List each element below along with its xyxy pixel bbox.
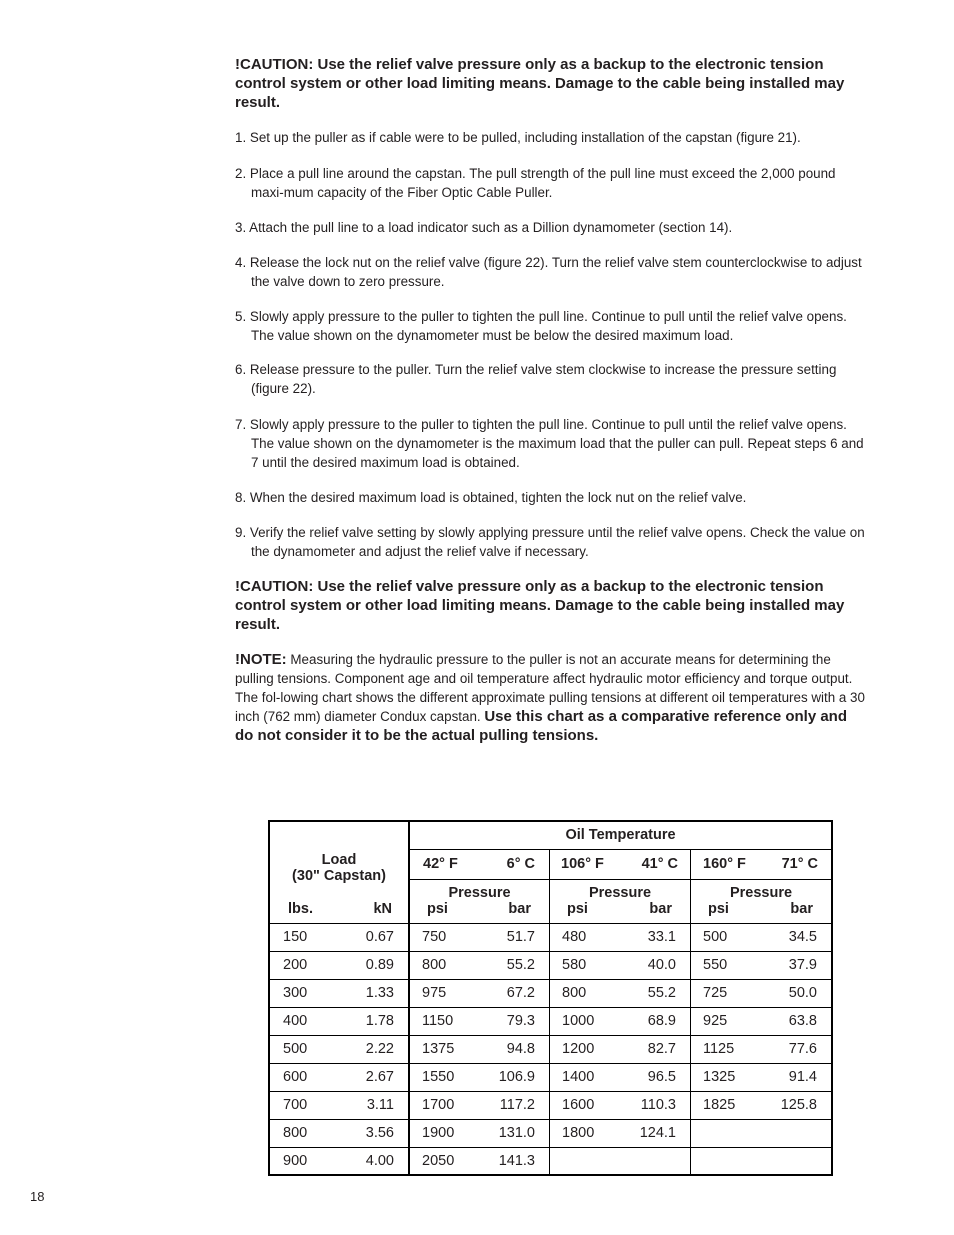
temp-3-f: 160° F [703, 856, 746, 872]
load-cell [269, 1119, 409, 1147]
temp-2-header [550, 849, 691, 879]
pressure-cell [691, 1091, 833, 1119]
psi-1-label: psi [427, 901, 448, 917]
pressure-cell [409, 1035, 550, 1063]
psi-value: 1700 [422, 1097, 455, 1113]
page-number: 18 [30, 1189, 45, 1204]
bar-value: 131.0 [498, 1125, 535, 1141]
bar-value: 63.8 [788, 1013, 817, 1029]
psi-value: 925 [703, 1013, 728, 1029]
pressure-cell [409, 1147, 550, 1175]
bar-value: 55.2 [506, 957, 535, 973]
pressure-cell [409, 1007, 550, 1035]
psi-value: 1325 [703, 1069, 736, 1085]
load-header: Load [321, 851, 357, 868]
temp-2-f: 106° F [561, 856, 604, 872]
psi-value: 800 [562, 985, 587, 1001]
lbs-value: 600 [283, 1069, 308, 1085]
bar-value: 110.3 [640, 1097, 676, 1113]
note-body: Measuring the hydraulic pressure to the puller is not an accurate means for determining the pulling tensions. Component age and oil temperature affect hydraulic motor efficiency and torque output. The fol-lowing chart shows the different approximate pulling tensions at different oil temperatures with a 30 inch (762 mm) diameter Condux capstan. [235, 652, 865, 724]
bar-value: 77.6 [788, 1041, 817, 1057]
step-5: 5. Slowly apply pressure to the puller to tighten the pull line. Continue to pull until the relief valve opens. The value shown on the dynamometer must be below the desired maximum load. [235, 309, 847, 343]
kn-value: 2.67 [365, 1069, 394, 1085]
bar-value: 51.7 [506, 929, 535, 945]
bar-value: 55.2 [647, 985, 676, 1001]
pressure-3-label: Pressure [729, 885, 793, 901]
table-row [269, 1147, 832, 1175]
temp-1-header [409, 849, 550, 879]
load-cell [269, 979, 409, 1007]
bar-value: 37.9 [788, 957, 817, 973]
table-row [269, 1035, 832, 1063]
step-3: 3. Attach the pull line to a load indicator such as a Dillion dynamometer (section 14). [235, 220, 733, 235]
note-emphasis: Use this chart as a comparative reference only and do not consider it to be the actual pulling tensions. [235, 708, 847, 744]
step-6: 6. Release pressure to the puller. Turn the relief valve stem clockwise to increase the pressure setting (figure 22). [235, 362, 837, 396]
kn-value: 1.33 [365, 985, 394, 1001]
pressure-cell [550, 1035, 691, 1063]
pressure-1-label: Pressure [448, 885, 511, 901]
pressure-cell [550, 1007, 691, 1035]
table-row [269, 979, 832, 1007]
pressure-cell [550, 1119, 691, 1147]
pressure-1-header [409, 879, 550, 923]
step-8: 8. When the desired maximum load is obtained, tighten the lock nut on the relief valve. [235, 490, 747, 505]
bar-value: 40.0 [647, 957, 676, 973]
kn-value: 0.89 [365, 957, 394, 973]
psi-value: 2050 [422, 1152, 455, 1169]
pressure-cell [691, 1035, 833, 1063]
step-1: 1. Set up the puller as if cable were to be pulled, including installation of the capstan (figure 21). [235, 130, 801, 145]
bar-value: 50.0 [788, 985, 817, 1001]
bar-value: 125.8 [780, 1097, 817, 1113]
kn-header: kN [373, 900, 392, 917]
temp-1-f: 42° F [423, 856, 458, 872]
bar-value: 106.9 [498, 1069, 535, 1085]
kn-value: 3.11 [366, 1097, 394, 1113]
temp-3-header [691, 849, 833, 879]
temp-1-c: 6° C [506, 856, 535, 872]
table-row [269, 1007, 832, 1035]
pressure-cell [691, 1119, 833, 1147]
bar-value: 67.2 [506, 985, 535, 1001]
kn-value: 4.00 [365, 1152, 394, 1169]
psi-value: 550 [703, 957, 728, 973]
pressure-cell [550, 951, 691, 979]
pressure-cell [691, 923, 833, 951]
pressure-cell [550, 1063, 691, 1091]
lbs-header: lbs. [288, 900, 313, 917]
pressure-cell [691, 1063, 833, 1091]
load-subheader: (30" Capstan) [292, 867, 386, 884]
pressure-3-header [691, 879, 833, 923]
bar-value: 141.3 [498, 1152, 535, 1169]
lbs-value: 300 [283, 985, 308, 1001]
oil-temperature-header: Oil Temperature [409, 821, 832, 849]
pressure-cell [409, 1091, 550, 1119]
pressure-cell [691, 1007, 833, 1035]
caution-bottom: !CAUTION: Use the relief valve pressure only as a backup to the electronic tension control system or other load limiting means. Damage to the cable being installed may result. [235, 578, 845, 633]
bar-3-label: bar [790, 901, 813, 917]
lbs-value: 400 [283, 1013, 308, 1029]
bar-1-label: bar [508, 901, 531, 917]
bar-value: 33.1 [647, 929, 676, 945]
table-row [269, 951, 832, 979]
psi-value: 1600 [562, 1097, 595, 1113]
psi-value: 725 [703, 985, 728, 1001]
psi-value: 1150 [422, 1013, 454, 1029]
pressure-cell [550, 923, 691, 951]
load-header-cell [269, 821, 409, 923]
step-9: 9. Verify the relief valve setting by slowly applying pressure until the relief valve opens. Check the value on the dynamometer and adjust the relief valve if necessary. [235, 525, 865, 559]
psi-value: 1200 [562, 1041, 595, 1057]
temp-3-c: 71° C [781, 856, 818, 872]
bar-value: 117.2 [499, 1097, 535, 1113]
pressure-cell [409, 1063, 550, 1091]
pressure-cell [691, 979, 833, 1007]
load-cell [269, 1147, 409, 1175]
bar-value: 96.5 [647, 1069, 676, 1085]
psi-value: 1825 [703, 1097, 736, 1113]
psi-3-label: psi [708, 901, 729, 917]
pressure-cell [550, 1091, 691, 1119]
psi-value: 1550 [422, 1069, 455, 1085]
lbs-value: 900 [283, 1152, 308, 1169]
kn-value: 0.67 [365, 929, 394, 945]
psi-value: 975 [422, 985, 447, 1001]
bar-value: 91.4 [788, 1069, 817, 1085]
pressure-cell [409, 951, 550, 979]
psi-value: 800 [422, 957, 447, 973]
load-cell [269, 1007, 409, 1035]
bar-value: 34.5 [788, 929, 817, 945]
table-row [269, 1063, 832, 1091]
step-2: 2. Place a pull line around the capstan. The pull strength of the pull line must exceed the 2,000 pound maxi-mum capacity of the Fiber Optic Cable Puller. [235, 166, 836, 200]
lbs-value: 500 [283, 1041, 308, 1057]
pressure-cell [550, 1147, 691, 1175]
psi-value: 1125 [703, 1041, 735, 1057]
kn-value: 2.22 [365, 1041, 394, 1057]
pressure-2-label: Pressure [588, 885, 652, 901]
psi-value: 1400 [562, 1069, 595, 1085]
table-body [269, 923, 832, 1175]
pressure-cell [691, 1147, 833, 1175]
psi-value: 1900 [422, 1125, 455, 1141]
load-cell [269, 1091, 409, 1119]
pressure-cell [409, 1119, 550, 1147]
page-content [235, 55, 869, 745]
load-cell [269, 951, 409, 979]
bar-value: 68.9 [647, 1013, 676, 1029]
bar-value: 94.8 [506, 1041, 535, 1057]
load-cell [269, 1035, 409, 1063]
temp-2-c: 41° C [641, 856, 678, 872]
lbs-value: 700 [283, 1097, 308, 1113]
lbs-value: 200 [283, 957, 308, 973]
psi-2-label: psi [567, 901, 588, 917]
lbs-value: 800 [283, 1125, 308, 1141]
note-label: !NOTE: [235, 651, 287, 668]
step-4: 4. Release the lock nut on the relief valve (figure 22). Turn the relief valve stem counterclockwise to adjust the valve down to zero pressure. [235, 255, 862, 289]
psi-value: 750 [422, 929, 447, 945]
psi-value: 500 [703, 929, 728, 945]
lbs-value: 150 [283, 929, 308, 945]
psi-value: 580 [562, 957, 587, 973]
psi-value: 1800 [562, 1125, 595, 1141]
pressure-cell [691, 951, 833, 979]
pressure-cell [550, 979, 691, 1007]
table-row [269, 1091, 832, 1119]
pressure-cell [409, 979, 550, 1007]
psi-value: 480 [562, 929, 587, 945]
caution-top: !CAUTION: Use the relief valve pressure only as a backup to the electronic tension control system or other load limiting means. Damage to the cable being installed may result. [235, 56, 845, 111]
kn-value: 3.56 [365, 1125, 394, 1141]
table-row [269, 923, 832, 951]
note-paragraph [235, 650, 869, 745]
load-cell [269, 1063, 409, 1091]
step-7: 7. Slowly apply pressure to the puller to tighten the pull line. Continue to pull until the relief valve opens. The value shown on the dynamometer is the maximum load that the puller can pull. Repeat steps 6 and 7 until the desired maximum load is obtained. [235, 417, 864, 470]
pressure-load-table [268, 820, 833, 1176]
psi-value: 1000 [562, 1013, 595, 1029]
load-cell [269, 923, 409, 951]
kn-value: 1.78 [365, 1013, 394, 1029]
pressure-2-header [550, 879, 691, 923]
bar-2-label: bar [649, 901, 672, 917]
pressure-cell [409, 923, 550, 951]
bar-value: 124.1 [639, 1125, 676, 1141]
bar-value: 82.7 [647, 1041, 676, 1057]
table-row [269, 1119, 832, 1147]
psi-value: 1375 [422, 1041, 455, 1057]
bar-value: 79.3 [506, 1013, 535, 1029]
